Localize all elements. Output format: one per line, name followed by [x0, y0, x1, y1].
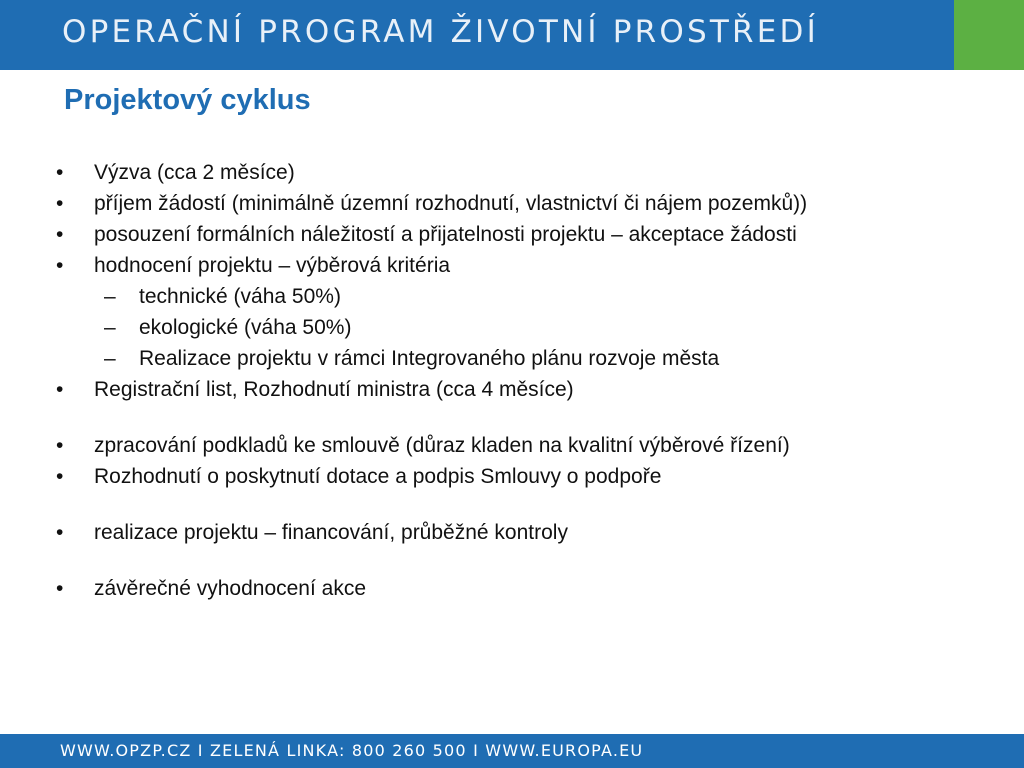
sub-list-item: [0, 315, 1024, 340]
list-item-text: realizace projektu – financování, průběžné kontroly: [94, 521, 568, 544]
list-item: [0, 576, 1024, 601]
bullet-icon: •: [56, 161, 64, 184]
bullet-list: [0, 160, 1024, 607]
list-item: [0, 377, 1024, 402]
bullet-icon: •: [56, 254, 64, 277]
dash-icon: –: [104, 285, 116, 308]
bullet-icon: •: [56, 521, 64, 544]
list-item: [0, 222, 1024, 247]
sub-list-item: [0, 284, 1024, 309]
list-item-text: posouzení formálních náležitostí a přijatelnosti projektu – akceptace žádosti: [94, 223, 797, 246]
list-item: [0, 253, 1024, 278]
list-item-text: zpracování podkladů ke smlouvě (důraz kladen na kvalitní výběrové řízení): [94, 434, 790, 457]
list-item: [0, 433, 1024, 458]
list-item: [0, 464, 1024, 489]
bullet-icon: •: [56, 465, 64, 488]
list-item-text: Výzva (cca 2 měsíce): [94, 161, 295, 184]
bullet-icon: •: [56, 434, 64, 457]
list-item-text: Rozhodnutí o poskytnutí dotace a podpis Smlouvy o podpoře: [94, 465, 662, 488]
bullet-icon: •: [56, 378, 64, 401]
bullet-icon: •: [56, 192, 64, 215]
list-item-text: Registrační list, Rozhodnutí ministra (cca 4 měsíce): [94, 378, 574, 401]
green-accent-block: [954, 0, 1024, 70]
list-item-text: závěrečné vyhodnocení akce: [94, 577, 367, 600]
header-bar: [0, 0, 1024, 70]
list-item: [0, 520, 1024, 545]
list-item: [0, 191, 1024, 216]
bullet-icon: •: [56, 223, 64, 246]
sub-list-item: [0, 346, 1024, 371]
bullet-icon: •: [56, 577, 64, 600]
footer-contact-text: WWW.OPZP.CZ I ZELENÁ LINKA: 800 260 500 I WWW.EUROPA.EU: [60, 741, 644, 760]
list-item-text: hodnocení projektu – výběrová kritéria: [94, 254, 451, 277]
footer-bar: [0, 734, 1024, 768]
list-item: [0, 160, 1024, 185]
program-title: OPERAČNÍ PROGRAM ŽIVOTNÍ PROSTŘEDÍ: [62, 14, 819, 50]
list-item-text: Realizace projektu v rámci Integrovaného plánu rozvoje města: [139, 347, 720, 370]
list-item-text: technické (váha 50%): [139, 285, 341, 308]
list-item-text: ekologické (váha 50%): [139, 316, 352, 339]
slide-title: Projektový cyklus: [64, 84, 311, 116]
dash-icon: –: [104, 316, 116, 339]
dash-icon: –: [104, 347, 116, 370]
list-item-text: příjem žádostí (minimálně územní rozhodnutí, vlastnictví či nájem pozemků)): [94, 192, 808, 215]
